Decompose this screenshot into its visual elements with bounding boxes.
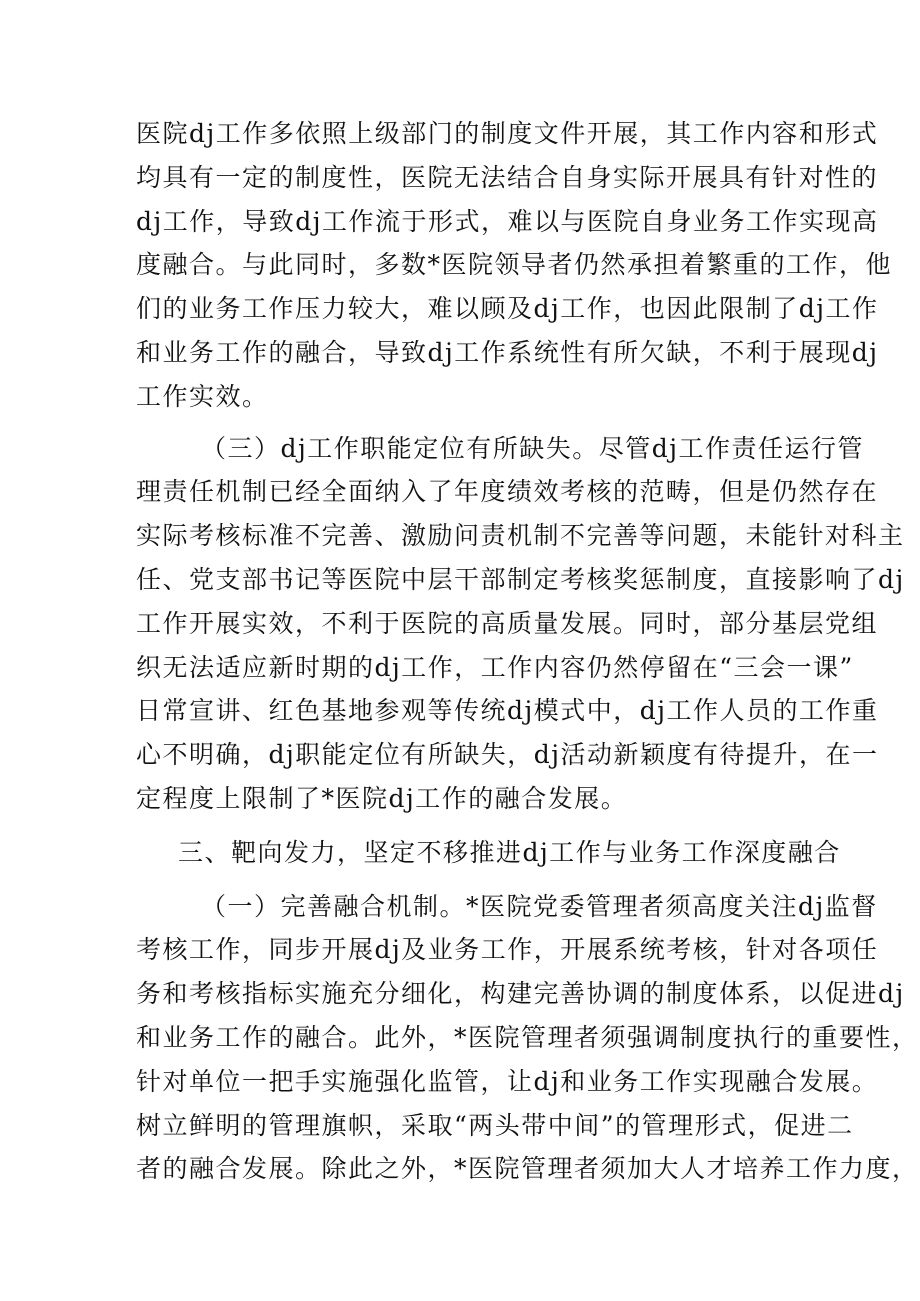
text-line: 针对单位一把手实施强化监管，让dj和业务工作实现融合发展。 <box>136 1066 879 1096</box>
text-line: 工作开展实效，不利于医院的高质量发展。同时，部分基层党组 <box>136 608 879 638</box>
text-line: 和业务工作的融合。此外，*医院管理者须强调制度执行的重要性， <box>136 1022 919 1052</box>
text-line: 工作实效。 <box>136 381 269 411</box>
text-line: 心不明确，dj职能定位有所缺失，dj活动新颖度有待提升，在一 <box>136 740 879 770</box>
text-line: 定程度上限制了*医院dj工作的融合发展。 <box>136 783 628 813</box>
section-heading <box>136 831 841 875</box>
paragraph-2 <box>136 427 905 821</box>
text-line: 者的融合发展。除此之外，*医院管理者须加大人才培养工作力度， <box>136 1154 919 1184</box>
text-line: 医院dj工作多依照上级部门的制度文件开展，其工作内容和形式 <box>136 119 879 148</box>
text-line: 们的业务工作压力较大，难以顾及dj工作，也因此限制了dj工作 <box>136 294 879 324</box>
text-line: 均具有一定的制度性，医院无法结合自身实际开展具有针对性的 <box>136 162 879 192</box>
heading-text: 三、靶向发力，坚定不移推进dj工作与业务工作深度融合 <box>178 837 841 867</box>
text-line: 日常宣讲、红色基地参观等传统dj模式中，dj工作人员的工作重 <box>136 696 879 726</box>
text-line: 和业务工作的融合，导致dj工作系统性有所欠缺，不利于展现dj <box>136 337 879 367</box>
text-line: （三）dj工作职能定位有所缺失。尽管dj工作责任运行管 <box>201 433 865 463</box>
text-line: 度融合。与此同时，多数*医院领导者仍然承担着繁重的工作，他 <box>136 250 893 280</box>
text-line: 务和考核指标实施充分细化，构建完善协调的制度体系，以促进dj <box>136 979 905 1009</box>
document-body <box>136 112 919 1191</box>
text-line: （一）完善融合机制。*医院党委管理者须高度关注dj监督 <box>201 891 878 921</box>
text-line: 织无法适应新时期的dj工作，工作内容仍然停留在“三会一课” <box>136 652 854 682</box>
text-line: 考核工作，同步开展dj及业务工作，开展系统考核，针对各项任 <box>136 935 879 965</box>
text-line: 实际考核标准不完善、激励问责机制不完善等问题，未能针对科主 <box>136 521 905 551</box>
paragraph-1 <box>136 112 893 419</box>
text-line: 任、党支部书记等医院中层干部制定考核奖惩制度，直接影响了dj <box>136 564 905 594</box>
text-line: dj工作，导致dj工作流于形式，难以与医院自身业务工作实现高 <box>136 206 879 236</box>
paragraph-3 <box>136 885 919 1192</box>
text-line: 树立鲜明的管理旗帜，采取“两头带中间”的管理形式，促进二 <box>136 1110 854 1140</box>
text-line: 理责任机制已经全面纳入了年度绩效考核的范畴，但是仍然存在 <box>136 477 879 507</box>
